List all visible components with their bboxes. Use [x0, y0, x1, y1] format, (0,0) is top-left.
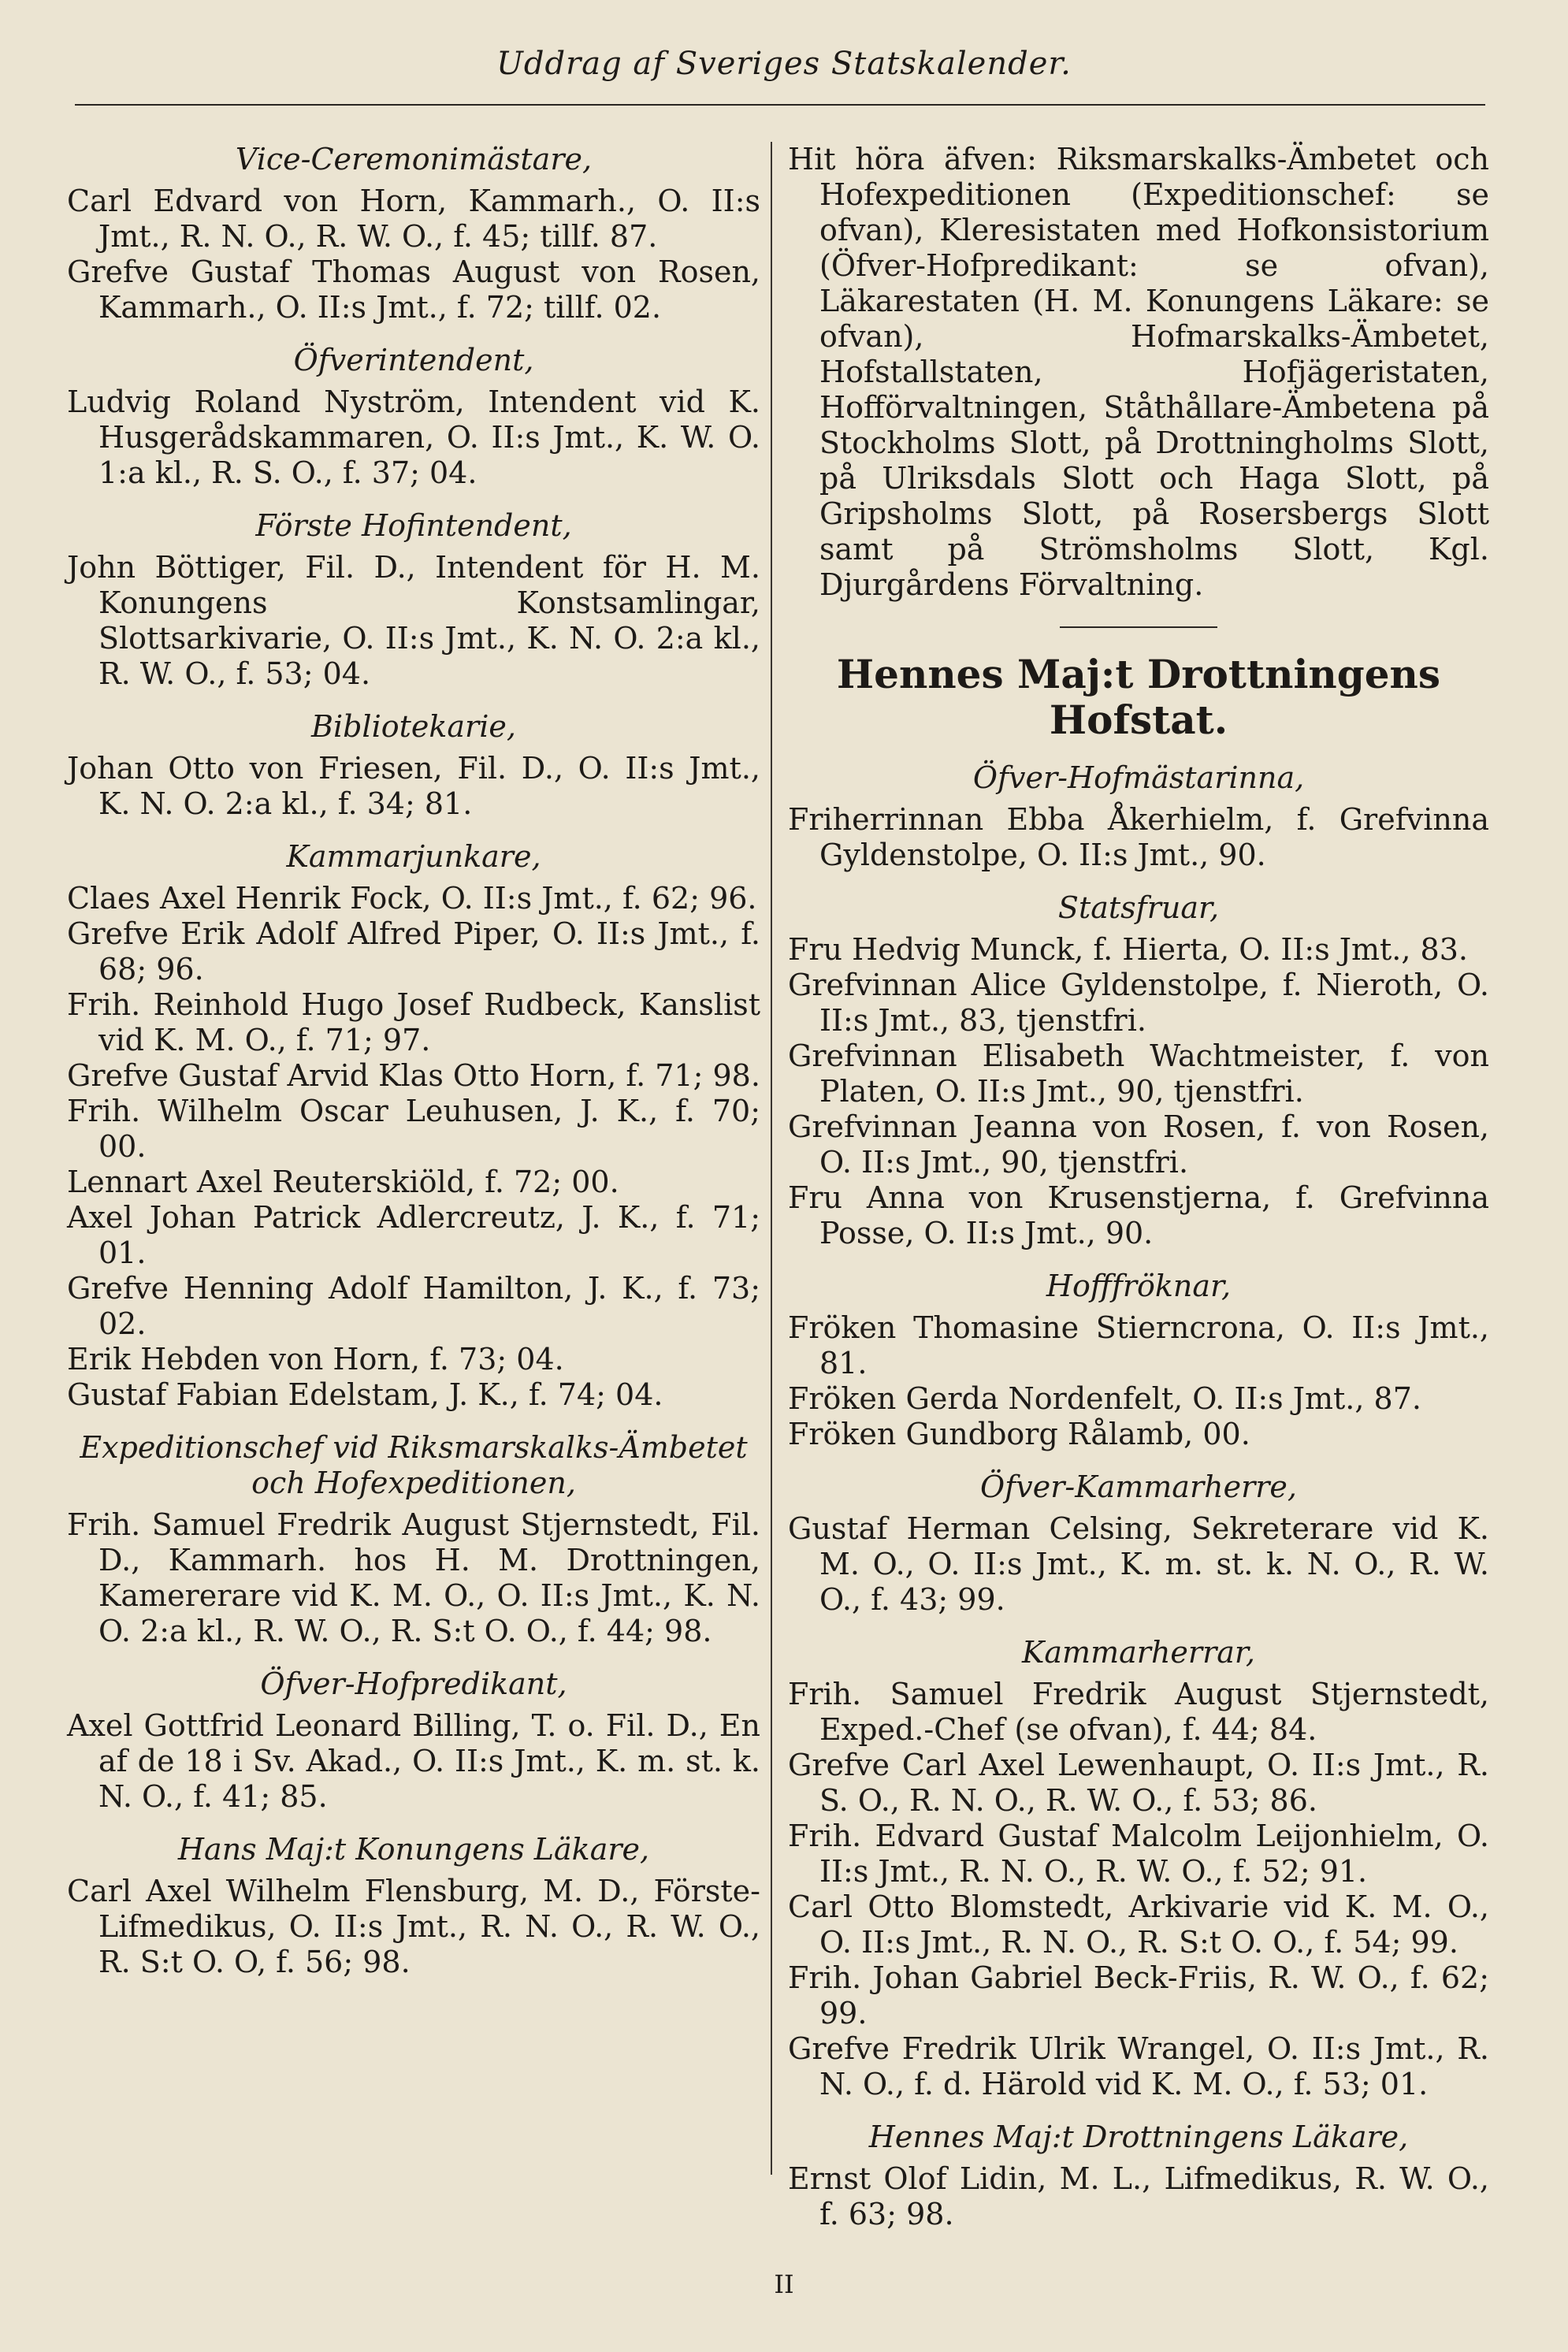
section-heading: Hofffröknar,	[1046, 1269, 1232, 1303]
entry: Fröken Thomasine Stierncrona, O. II:s Jmt., 81.	[788, 1310, 1489, 1380]
entry: Fröken Gerda Nordenfelt, O. II:s Jmt., 87.	[788, 1381, 1421, 1416]
entry: Fru Anna von Krusenstjerna, f. Grefvinna Posse, O. II:s Jmt., 90.	[788, 1180, 1489, 1250]
header-rule	[75, 104, 1485, 106]
entry: Grefve Henning Adolf Hamilton, J. K., f. 73; 02.	[67, 1271, 760, 1341]
section-heading: Öfver-Kammarherre,	[980, 1470, 1297, 1504]
section-heading: Bibliotekarie,	[311, 709, 516, 744]
entry: Grefve Erik Adolf Alfred Piper, O. II:s Jmt., f. 68; 96.	[67, 916, 760, 987]
section-heading: Öfver-Hofpredikant,	[260, 1666, 567, 1701]
section-heading: Förste Hofintendent,	[255, 508, 572, 543]
entry: Fröken Gundborg Rålamb, 00.	[788, 1417, 1250, 1451]
section-heading: Expeditionschef vid Riksmarskalks-Ämbetet och Hofexpeditionen,	[80, 1430, 748, 1500]
entry: Frih. Wilhelm Oscar Leuhusen, J. K., f. 70; 00.	[67, 1094, 760, 1164]
entry: Carl Edvard von Horn, Kammarh., O. II:s Jmt., R. N. O., R. W. O., f. 45; tillf. 87.	[67, 184, 760, 254]
entry: Ludvig Roland Nyström, Intendent vid K. Husgerådskammaren, O. II:s Jmt., K. W. O. 1:a kl., R. S. O., f. 37; 04.	[67, 385, 760, 490]
entry: Lennart Axel Reuterskiöld, f. 72; 00.	[67, 1165, 619, 1199]
right-sections	[788, 760, 1489, 2232]
section-title: Hennes Maj:t Drottningens Hofstat.	[836, 651, 1441, 743]
entry: Carl Otto Blomstedt, Arkivarie vid K. M. O., O. II:s Jmt., R. N. O., R. S:t O. O., f. 54; 99.	[788, 1889, 1489, 1960]
entry: Axel Johan Patrick Adlercreutz, J. K., f. 71; 01.	[67, 1200, 760, 1270]
entry: Gustaf Fabian Edelstam, J. K., f. 74; 04.	[67, 1377, 663, 1412]
running-header: Uddrag af Sveriges Statskalender.	[496, 46, 1072, 82]
entry: Friherrinnan Ebba Åkerhielm, f. Grefvinna Gyldenstolpe, O. II:s Jmt., 90.	[788, 802, 1489, 872]
section-heading: Kammarherrar,	[1022, 1635, 1255, 1670]
entry: Axel Gottfrid Leonard Billing, T. o. Fil. D., En af de 18 i Sv. Akad., O. II:s Jmt., K. m. st. k. N. O., f. 41; 85.	[67, 1708, 760, 1814]
entry: Frih. Reinhold Hugo Josef Rudbeck, Kanslist vid K. M. O., f. 71; 97.	[67, 987, 760, 1057]
page-number: II	[774, 2269, 794, 2299]
column-divider	[771, 142, 772, 2175]
entry: Carl Axel Wilhelm Flensburg, M. D., Förste-Lifmedikus, O. II:s Jmt., R. N. O., R. W. O., R. S:t O. O, f. 56; 98.	[67, 1874, 760, 1979]
entry: Johan Otto von Friesen, Fil. D., O. II:s Jmt., K. N. O. 2:a kl., f. 34; 81.	[67, 751, 760, 821]
section-heading: Hans Maj:t Konungens Läkare,	[177, 1832, 650, 1867]
entry: Gustaf Herman Celsing, Sekreterare vid K. M. O., O. II:s Jmt., K. m. st. k. N. O., R. W. O., f. 43; 99.	[788, 1511, 1489, 1617]
entry: Grefvinnan Elisabeth Wachtmeister, f. von Platen, O. II:s Jmt., 90, tjenstfri.	[788, 1039, 1489, 1109]
entry: Grefve Gustaf Arvid Klas Otto Horn, f. 71; 98.	[67, 1058, 760, 1093]
entry: Grefve Gustaf Thomas August von Rosen, Kammarh., O. II:s Jmt., f. 72; tillf. 02.	[67, 255, 760, 325]
right-intro: Hit höra äfven: Riksmarskalks-Ämbetet och Hofexpeditionen (Expeditionschef: se ofvan), Kleresistaten med Hofkonsistorium (Öfver-Hofpredikant: se ofvan), Läkarestaten (H. M. Konungens Läkare: se ofvan), Hofmarskalks-Ämbetet, Hofstallstaten, Hofjägeristaten, Hofförvaltningen, Ståthållare-Ämbetena på Stockholms Slott, på Drottningholms Slott, på Ulriksdals Slott och Haga Slott, på Gripsholms Slott, på Rosersbergs Slott samt på Strömsholms Slott, Kgl. Djurgårdens Förvaltning.	[788, 142, 1489, 602]
section-heading: Öfverintendent,	[293, 343, 534, 377]
section-heading: Kammarjunkare,	[286, 839, 541, 874]
entry: Claes Axel Henrik Fock, O. II:s Jmt., f. 62; 96.	[67, 881, 757, 916]
entry: Ernst Olof Lidin, M. L., Lifmedikus, R. W. O., f. 63; 98.	[788, 2161, 1489, 2231]
right-column	[788, 142, 1489, 2232]
entry: Grefvinnan Jeanna von Rosen, f. von Rosen, O. II:s Jmt., 90, tjenstfri.	[788, 1109, 1489, 1180]
entry: Grefve Carl Axel Lewenhaupt, O. II:s Jmt., R. S. O., R. N. O., R. W. O., f. 53; 86.	[788, 1748, 1489, 1818]
entry: Frih. Johan Gabriel Beck-Friis, R. W. O., f. 62; 99.	[788, 1960, 1489, 2031]
entry: John Böttiger, Fil. D., Intendent för H. M. Konungens Konstsamlingar, Slottsarkivarie, O. II:s Jmt., K. N. O. 2:a kl., R. W. O., f. 53; 04.	[67, 550, 760, 691]
entry: Frih. Edvard Gustaf Malcolm Leijonhielm, O. II:s Jmt., R. N. O., R. W. O., f. 52; 91.	[788, 1819, 1489, 1889]
entry: Erik Hebden von Horn, f. 73; 04.	[67, 1342, 564, 1377]
section-rule	[1060, 626, 1217, 628]
entry: Frih. Samuel Fredrik August Stjernstedt, Exped.-Chef (se ofvan), f. 44; 84.	[788, 1677, 1489, 1747]
left-column	[67, 142, 760, 1980]
entry: Grefvinnan Alice Gyldenstolpe, f. Nieroth, O. II:s Jmt., 83, tjenstfri.	[788, 968, 1489, 1038]
section-heading: Hennes Maj:t Drottningens Läkare,	[868, 2120, 1409, 2154]
entry: Fru Hedvig Munck, f. Hierta, O. II:s Jmt., 83.	[788, 932, 1468, 967]
section-heading: Öfver-Hofmästarinna,	[972, 760, 1305, 795]
section-heading: Statsfruar,	[1057, 890, 1220, 925]
section-heading: Vice-Ceremonimästare,	[235, 142, 593, 176]
entry: Frih. Samuel Fredrik August Stjernstedt, Fil. D., Kammarh. hos H. M. Drottningen, Kamererare vid K. M. O., O. II:s Jmt., K. N. O. 2:a kl., R. W. O., R. S:t O. O., f. 44; 98.	[67, 1507, 760, 1648]
entry: Grefve Fredrik Ulrik Wrangel, O. II:s Jmt., R. N. O., f. d. Härold vid K. M. O., f. 53; 01.	[788, 2031, 1489, 2101]
